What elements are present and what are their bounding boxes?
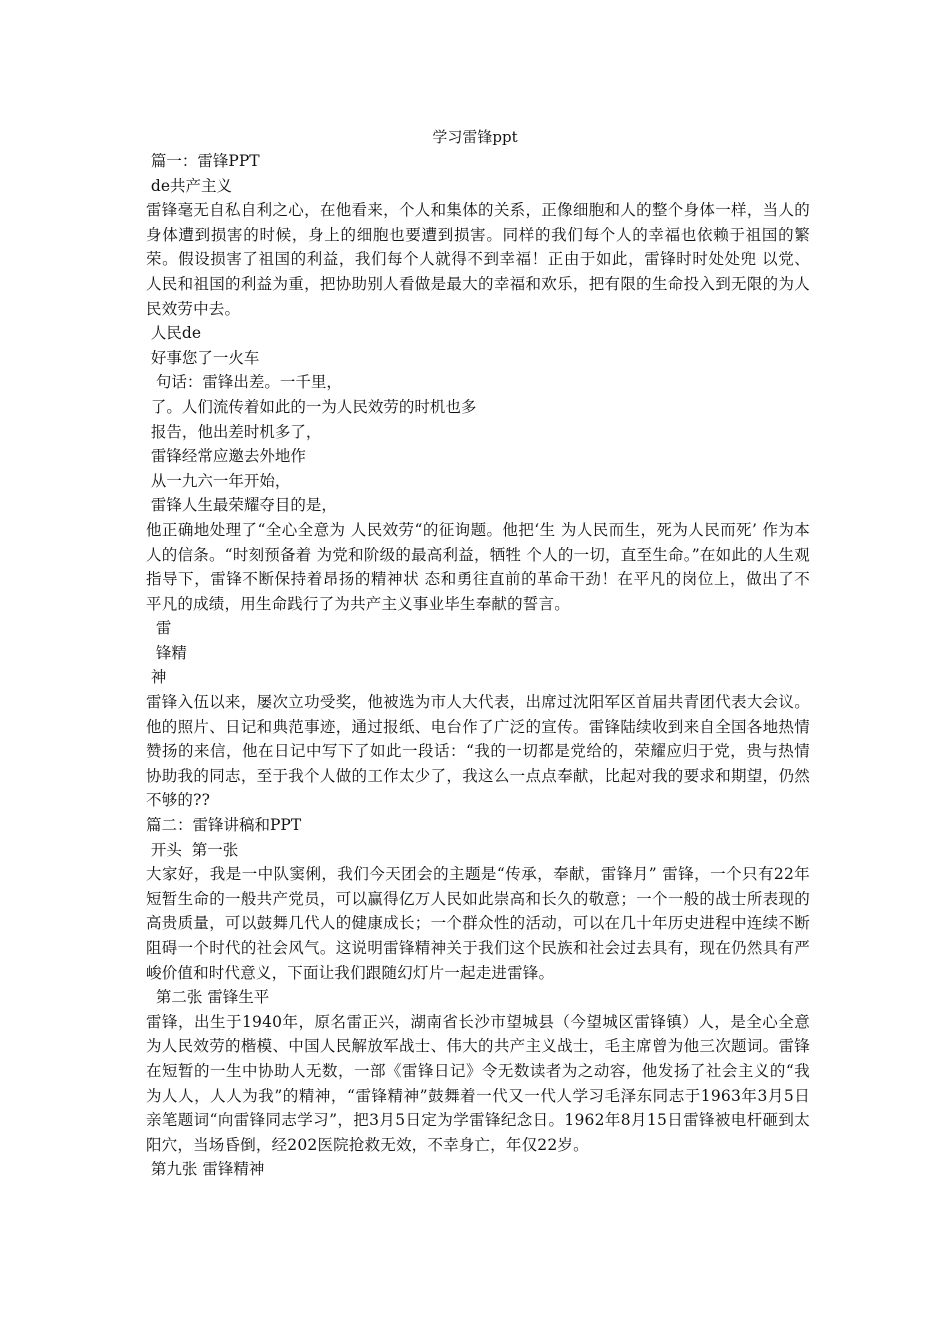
text-line: 了。人们流传着如此的一为人民效劳的时机也多 (146, 397, 477, 416)
subheading: 开头 第一张 (146, 840, 239, 859)
document-body (146, 149, 810, 1182)
text-line: 神 (146, 668, 167, 687)
paragraph: 雷锋，出生于1940年，原名雷正兴，湖南省长沙市望城县（今望城区雷锋镇）人，是全心全意为人民效劳的楷模、中国人民解放军战士、伟大的共产主义战士，毛主席曾为他三次题词。雷锋在短暂的一生中协助人无数，一部《雷锋日记》令无数读者为之动容，他发扬了社会主义的“我为人人，人人为我”的精神，“雷锋精神”鼓舞着一代又一代人学习毛泽东同志于1963年3月5日亲笔题词“向雷锋同志学习”，把3月5日定为学雷锋纪念日。1962年8月15日雷锋被电杆砸到太阳穴，当场昏倒，经202医院抢救无效，不幸身亡，年仅22岁。 (146, 1012, 810, 1154)
section-heading-2: 篇二：雷锋讲稿和PPT (146, 816, 302, 835)
subheading: 第二张 雷锋生平 (146, 988, 270, 1007)
section-heading-1: 篇一：雷锋PPT (146, 152, 260, 170)
paragraph: 雷锋毫无自私自利之心，在他看来，个人和集体的关系，正像细胞和人的整个身体一样，当人的身体遭到损害的时候，身上的细胞也要遭到损害。同样的我们每个人的幸福也依赖于祖国的繁荣。假设损害了祖国的利益，我们每个人就得不到幸福！正由于如此，雷锋时时处处兜 以党、人民和祖国的利益为重，把协助别人看做是最大的幸福和欢乐，把有限的生命投入到无限的为人民效劳中去。 (146, 201, 810, 318)
text-line: de共产主义 (146, 176, 233, 195)
paragraph: 大家好，我是一中队窦俐，我们今天团会的主题是“传承，奉献，雷锋月” 雷锋，一个只有22年短暂生命的一般共产党员，可以赢得亿万人民如此崇高和长久的敬意；一个一般的战士所表现的高贵质量，可以鼓舞几代人的健康成长；一个群众性的活动，可以在几十年历史进程中连续不断阻碍一个时代的社会风气。这说明雷锋精神关于我们这个民族和社会过去具有，现在仍然具有严峻价值和时代意义，下面让我们跟随幻灯片一起走进雷锋。 (146, 865, 810, 982)
subheading: 第九张 雷锋精神 (146, 1160, 265, 1179)
text-line: 从一九六一年开始， (146, 471, 291, 490)
text-line: 雷锋经常应邀去外地作 (146, 447, 306, 466)
paragraph: 雷锋入伍以来，屡次立功受奖，他被选为市人大代表，出席过沈阳军区首届共青团代表大会议。他的照片、日记和典范事迹，通过报纸、电台作了广泛的宣传。雷锋陆续收到来自全国各地热情赞扬的来信，他在日记中写下了如此一段话：“我的一切都是党给的，荣耀应归于党，贵与热情协助我的同志，至于我个人做的工作太少了，我这么一点点奉献，比起对我的要求和期望，仍然不够的?? (146, 693, 810, 810)
text-line: 锋精 (146, 643, 187, 662)
paragraph: 他正确地处理了“全心全意为 人民效劳“的征询题。他把‘生 为人民而生，死为人民而死’ 作为本人的信条。“时刻预备着 为党和阶级的最高利益，牺牲 个人的一切，直至生命。”在如此的人生观指导下，雷锋不断保持着昂扬的精神状 态和勇往直前的革命干劲！在平凡的岗位上，做出了不 平凡的成绩，用生命践行了为共产主义事业毕生奉献的誓言。 (146, 520, 810, 613)
text-line: 雷锋人生最荣耀夺目的是， (146, 496, 337, 515)
document-title: 学习雷锋ppt (432, 128, 518, 146)
text-line: 雷 (146, 619, 172, 638)
text-line: 报告，他出差时机多了， (146, 422, 322, 441)
text-line: 句话：雷锋出差。一千里， (146, 373, 342, 392)
text-line: 人民de (146, 324, 202, 343)
text-line: 好事您了一火车 (146, 348, 260, 367)
